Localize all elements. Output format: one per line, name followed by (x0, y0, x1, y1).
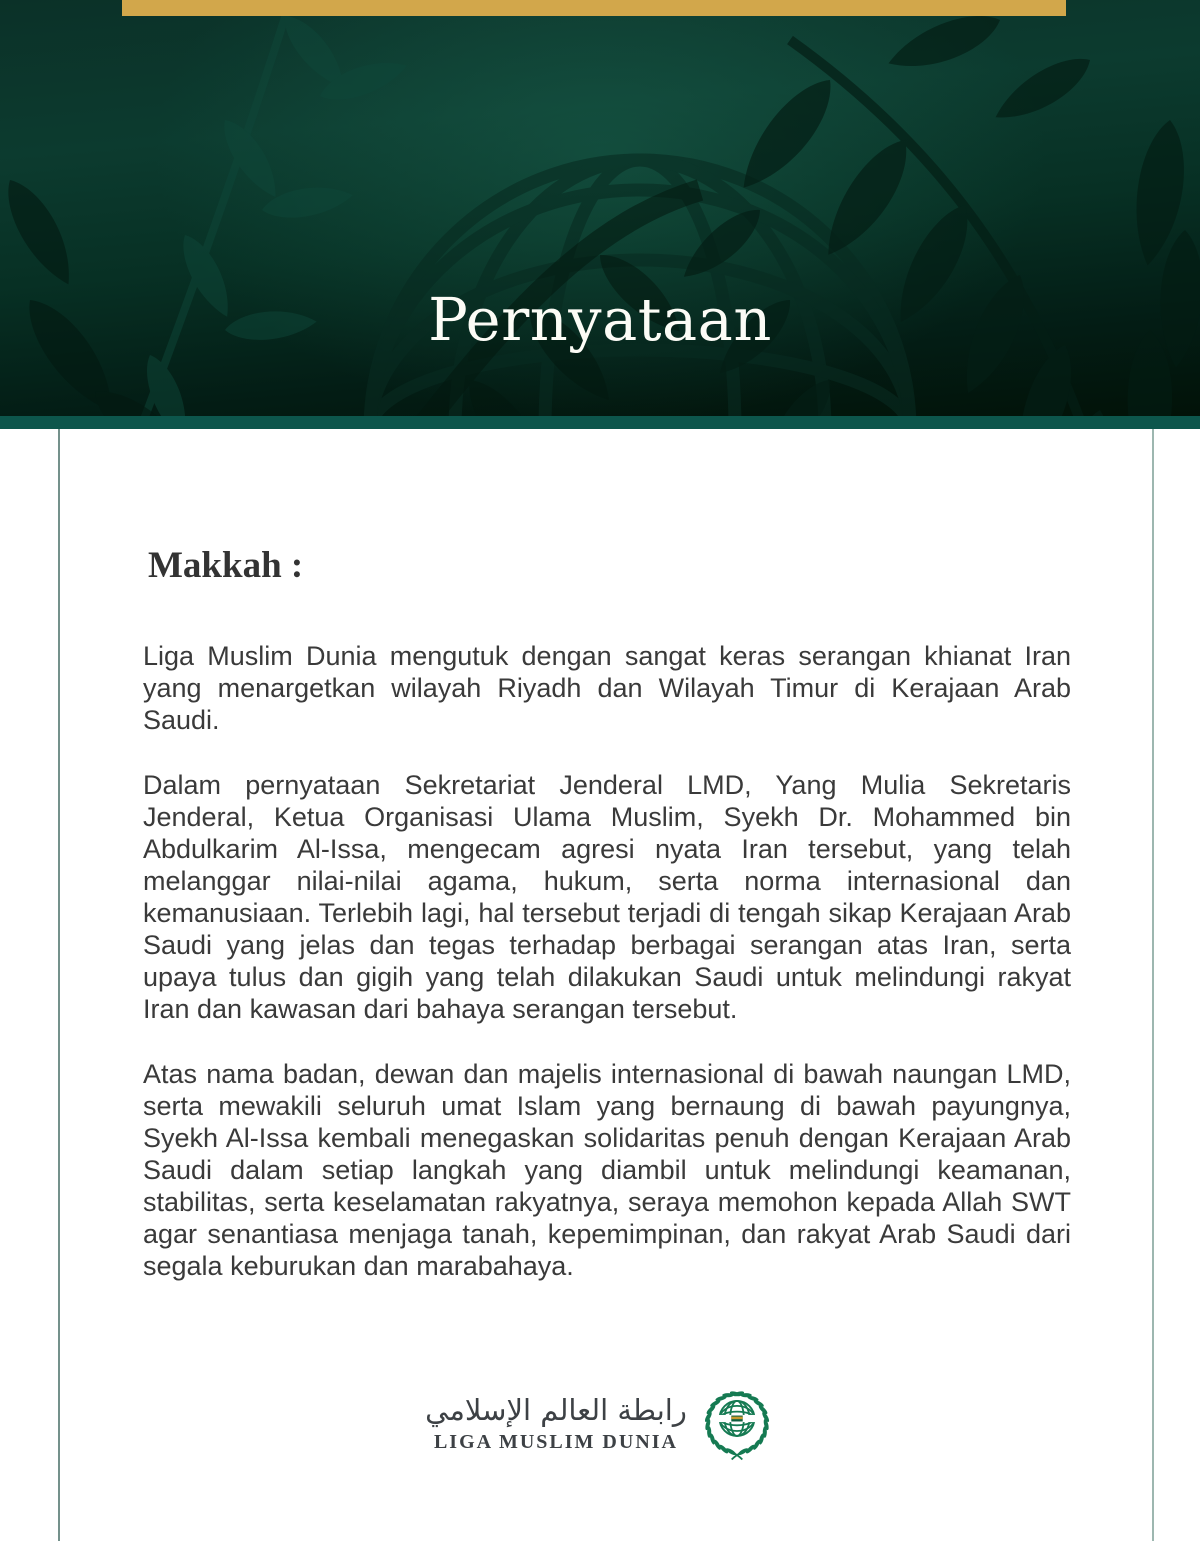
paragraph-2: Dalam pernyataan Sekretariat Jenderal LMD, Yang Mulia Sekretaris Jenderal, Ketua Organisasi Ulama Muslim, Syekh Dr. Mohammed bin Abdulkarim Al-Issa, mengecam agresi nyata Iran tersebut, yang telah melanggar nilai-nilai agama, hukum, serta norma internasional dan kemanusiaan. Terlebih lagi, hal tersebut terjadi di tengah sikap Kerajaan Arab Saudi yang jelas dan tegas terhadap berbagai serangan atas Iran, serta upaya tulus dan gigih yang telah dilakukan Saudi untuk melindungi rakyat Iran dan kawasan dari bahaya serangan tersebut. (143, 770, 1071, 1024)
logo-text-block (425, 1392, 687, 1454)
right-edge-leaves (882, 5, 1200, 416)
left-margin-rule (58, 429, 60, 1541)
teal-divider (0, 416, 1200, 429)
right-margin-rule (1152, 429, 1154, 1541)
arabic-logotype: رابطة العالم الإسلامي (425, 1392, 687, 1427)
statement-body (143, 640, 1071, 1315)
paragraph-1: Liga Muslim Dunia mengutuk dengan sangat keras serangan khianat Iran yang menargetkan wilayah Riyadh dan Wilayah Timur di Kerajaan Arab Saudi. (143, 641, 1071, 735)
dateline-heading: Makkah : (148, 545, 304, 586)
wreath-tie-icon (731, 1452, 743, 1460)
header-banner (0, 0, 1200, 416)
gold-accent-bar (122, 0, 1066, 16)
page-title: Pernyataan (428, 285, 772, 354)
organization-name: LIGA MUSLIM DUNIA (433, 1431, 678, 1454)
paragraph-3: Atas nama badan, dewan dan majelis internasional di bawah naungan LMD, serta mewakili seluruh umat Islam yang bernaung di bawah payungnya, Syekh Al-Issa kembali menegaskan solidaritas penuh dengan Kerajaan Arab Saudi dalam setiap langkah yang diambil untuk melindungi keamanan, stabilitas, serta keselamatan rakyatnya, seraya memohon kepada Allah SWT agar senantiasa menjaga tanah, kepemimpinan, dan rakyat Arab Saudi dari segala keburukan dan marabahaya. (143, 1059, 1071, 1281)
organization-logo (0, 1382, 1200, 1464)
mwl-emblem-icon (699, 1382, 775, 1464)
kaaba-icon (731, 1416, 742, 1422)
